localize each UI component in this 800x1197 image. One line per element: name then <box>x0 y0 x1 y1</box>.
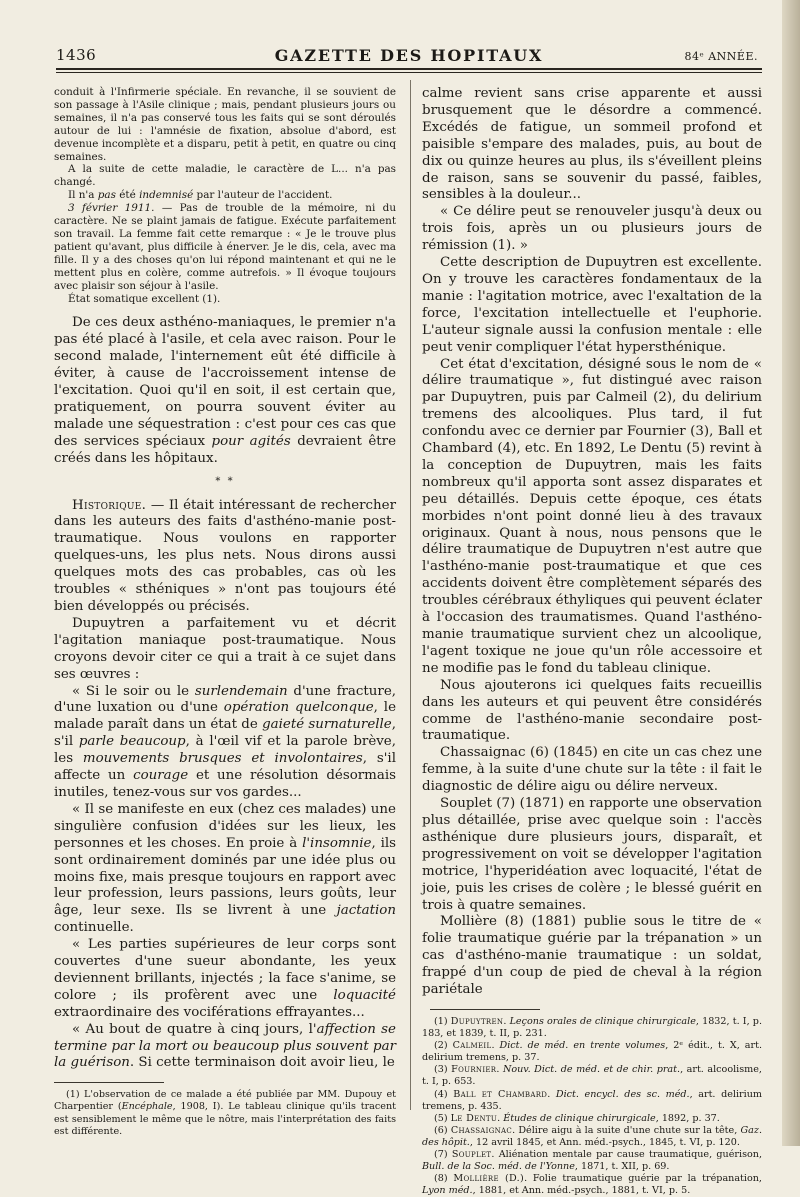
quotation: « Les parties supérieures de leur corps sont couvertes d'une sueur abondante, les yeux deviennent brillants, injectés ; la face s'anime, se colore ; ils profèrent avec une loquacité extraordinaire des vociférations effrayantes... <box>54 937 396 1020</box>
article-body-left <box>54 315 396 1072</box>
body-paragraph: Dupuytren a parfaitement vu et décrit l'agitation maniaque post-traumatique. Nous croyons devoir citer ce qui a trait à ce sujet dans ses œuvres : <box>54 615 396 682</box>
body-paragraph: Souplet (7) (1871) en rapporte une observation plus détaillée, prise avec quelque soin : l'accès asthénique dure plusieurs jours, disparaît, et progressivement on voit se développer l'agitation motrice, l'hyperidéation avec loquacité, l'état de joie, puis les crises de colère ; le blessé guérit en trois à quatre semaines. <box>422 796 762 913</box>
article-body-right <box>422 86 762 999</box>
body-paragraph: Cet état d'excitation, désigné sous le nom de « délire traumatique », fut distingué avec raison par Dupuytren, puis par Calmeil (2), du delirium tremens des alcooliques. Plus tard, il fut confondu avec ce dernier par Fournier (3), Ball et Chambard (4), etc. En 1892, Le Dentu (5) revint à la conception de Dupuytren, mais les faits nombreux qu'il apporta sont assez disparates et peu détaillés. Depuis cette époque, ces états morbides n'ont point donné lieu à des travaux originaux. Quant à nous, nous pensons que le délire traumatique de Dupuytren n'est autre que l'asthéno-manie post-traumatique et que ces accidents doivent être complètement séparés des troubles cérébraux éthyliques qui peuvent éclater à l'occasion des traumatismes. Quand l'asthéno-manie traumatique survient chez un alcoolique, l'agent toxique ne joue qu'un rôle accessoire et ne modifie pas le fond du tableau clinique. <box>422 356 762 676</box>
body-paragraph: Nous ajouterons ici quelques faits recueillis dans les auteurs et qui peuvent être considérés comme de l'asthéno-manie secondaire post-traumatique. <box>422 677 762 744</box>
footnote: (6) Chassaignac. Délire aigu à la suite d'une chute sur la tête, Gaz. des hôpit., 12 avril 1845, et Ann. méd.-psych., 1845, t. VI, p. 120. <box>422 1124 763 1148</box>
body-paragraph: Chassaignac (6) (1845) en cite un cas chez une femme, à la suite d'une chute sur la tête : il fait le diagnostic de délire aigu ou délire nerveux. <box>422 745 762 795</box>
footnote-rule <box>430 1009 540 1010</box>
case-paragraph: A la suite de cette maladie, le caractère de L... n'a pas changé. <box>54 163 396 189</box>
footnote-rule <box>54 1082 164 1083</box>
footnote: (1) Dupuytren. Leçons orales de clinique chirurgicale, 1832, t. I, p. 183, et 1839, t. II, p. 231. <box>422 1015 762 1040</box>
footnote: (5) Le Dentu. Études de clinique chirurgicale, 1892, p. 37. <box>434 1112 720 1124</box>
body-paragraph: De ces deux asthéno-maniaques, le premier n'a pas été placé à l'asile, et cela avec raison. Pour le second malade, l'internement eût été difficile à éviter, à cause de l'accroissement intense de l'excitation. Quoi qu'il en soit, il est certain que, pratiquement, on pourra souvent éviter au malade une séquestration : c'est pour ces cas que des services spéciaux pour agités devraient être créés dans les hôpitaux. <box>54 315 396 466</box>
body-paragraph: Cette description de Dupuytren est excellente. On y trouve les caractères fondamentaux de la manie : l'agitation motrice, avec l'exaltation de la force, l'excitation intellectuelle et l'euphorie. L'auteur signale aussi la confusion mentale : elle peut venir compliquer l'état hypersthénique. <box>422 255 762 355</box>
case-paragraph: État somatique excellent (1). <box>68 292 221 305</box>
page-edge-shadow <box>782 0 800 1146</box>
footnotes-right <box>422 1016 762 1197</box>
body-paragraph: Mollière (8) (1881) publie sous le titre de « folie traumatique guérie par la trépanation » un cas d'asthéno-manie traumatique : un soldat, frappé d'un coup de pied de cheval à la région pariétale <box>422 914 762 998</box>
case-paragraph: conduit à l'Infirmerie spéciale. En revanche, il se souvient de son passage à l'Asile clinique ; mais, pendant plusieurs jours ou semaines, il n'a pas conservé tous les faits qui se sont déroulés autour de lui : l'amnésie de fixation, absolue d'abord, est devenue incomplète et a disparu, petit à petit, en quatre ou cinq semaines. <box>54 86 396 163</box>
left-column <box>54 86 396 1138</box>
page-number: 1436 <box>56 46 97 64</box>
section-historique: Historique. — Il était intéressant de rechercher dans les auteurs des faits d'asthéno-manie post-traumatique. Nous voulons en rapporter quelques-uns, les plus nets. Nous dirons aussi quelques mots des cas probables, cas où les troubles « sthéniques » n'ont pas toujours été bien développés ou précisés. <box>54 497 396 614</box>
entry-date: 3 février 1911. <box>68 202 155 215</box>
journal-title: GAZETTE DES HOPITAUX <box>274 46 544 65</box>
footnotes-left <box>54 1089 396 1137</box>
footnote: (7) Souplet. Aliénation mentale par cause traumatique, guérison, Bull. de la Soc. méd. de l'Yonne, 1871, t. XII, p. 69. <box>422 1148 762 1173</box>
quotation: « Au bout de quatre à cinq jours, l'affection se termine par la mort ou beaucoup plus souvent par la guérison. Si cette terminaison doit avoir lieu, le <box>54 1021 396 1071</box>
column-divider <box>410 80 411 1110</box>
case-paragraph: Il n'a pas été indemnisé par l'auteur de l'accident. <box>68 189 333 202</box>
section-heading: Historique. <box>72 497 147 513</box>
quotation: « Il se manifeste en eux (chez ces malades) une singulière confusion d'idées sur les lieux, les personnes et les choses. En proie à l'insomnie, ils sont ordinairement dominés par une idée plus ou moins fixe, mais presque toujours en rapport avec leur profession, leurs passions, leurs goûts, leur âge, leur sexe. Ils se livrent à une jactation continuelle. <box>54 801 397 936</box>
footnote: (8) Mollière (D.). Folie traumatique guérie par la trépanation, Lyon méd., 1881, et Ann. méd.-psych., 1881, t. VI, p. 5. <box>422 1173 762 1197</box>
page-header <box>56 44 762 66</box>
footnote: (3) Fournier. Nouv. Dict. de méd. et de chir. prat., art. alcoolisme, t. I, p. 653. <box>422 1064 762 1088</box>
case-paragraph-dated: 3 février 1911. — Pas de trouble de la mémoire, ni du caractère. Ne se plaint jamais de fatigue. Exécute parfaitement son travail. La femme fait cette remarque : « Je le trouve plus patient qu'avant, plus difficile à énerver. Je le dis, cela, avec ma fille. Il y a des choses qu'on lui répond maintenant et qui ne le mettent plus en colère, comme autrefois. » Il évoque toujours avec plaisir son séjour à l'asile. <box>54 202 397 292</box>
quotation: « Ce délire peut se renouveler jusqu'à deux ou trois fois, après un ou plusieurs jours de rémission (1). » <box>422 204 762 254</box>
footnote: (2) Calmeil. Dict. de méd. en trente volumes, 2ᵉ édit., t. X, art. delirium tremens, p. 37. <box>422 1040 762 1064</box>
header-rule <box>56 68 762 70</box>
year-label: 84ᵉ ANNÉE. <box>684 50 758 63</box>
footnote: (1) L'observation de ce malade a été publiée par MM. Dupouy et Charpentier (Encéphale, 1908, I). Le tableau clinique qu'ils tracent est sensiblement le même que le nôtre, mais l'interprétation des faits est différente. <box>54 1089 396 1137</box>
footnote: (4) Ball et Chambard. Dict. encycl. des sc. méd., art. delirium tremens, p. 435. <box>422 1088 762 1112</box>
case-notes <box>54 86 396 305</box>
right-column <box>422 86 762 1197</box>
body-paragraph: calme revient sans crise apparente et aussi brusquement que le désordre a commencé. Excédés de fatigue, un sommeil profond et paisible s'empare des malades, puis, au bout de dix ou quinze heures au plus, ils s'éveillent pleins de raison, sans se souvenir du passé, faibles, sensibles à la douleur... <box>422 86 762 203</box>
section-separator: * * <box>215 475 235 487</box>
header-rule-thin <box>56 72 762 73</box>
quotation: « Si le soir ou le surlendemain d'une fracture, d'une luxation ou d'une opération quelconque, le malade paraît dans un état de gaieté surnaturelle, s'il parle beaucoup, à l'œil vif et la parole brève, les mouvements brusques et involontaires, s'il affecte un courage et une résolution désormais inutiles, tenez-vous sur vos gardes... <box>54 683 396 800</box>
